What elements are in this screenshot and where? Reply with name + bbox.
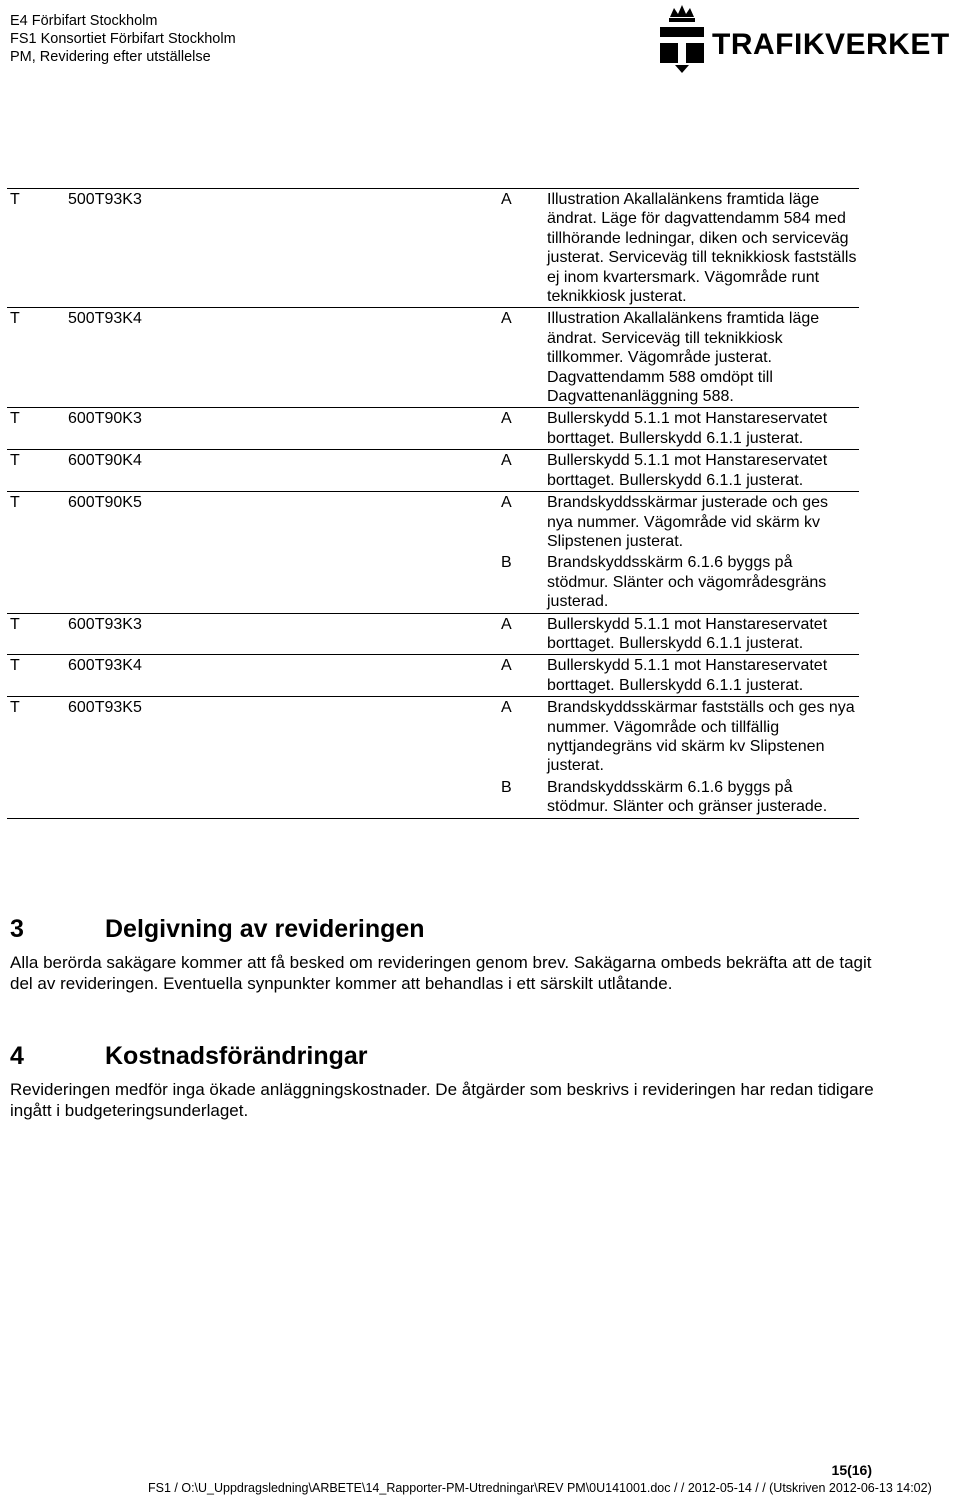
- row-type: T: [10, 191, 20, 208]
- header-consortium: FS1 Konsortiet Förbifart Stockholm: [10, 31, 236, 47]
- document-header: [10, 12, 236, 66]
- revision-entry: [7, 308, 859, 407]
- drawing-id: 500T93K4: [68, 310, 142, 328]
- header-project: E4 Förbifart Stockholm: [10, 13, 158, 29]
- revision-letter: A: [501, 699, 512, 717]
- section-kostnad: [10, 1042, 880, 1121]
- section-heading: [10, 1042, 880, 1071]
- header-doc-title: PM, Revidering efter utställelse: [10, 49, 211, 65]
- row-type: T: [10, 615, 20, 633]
- row-type: T: [10, 310, 20, 328]
- crown-icon: [657, 3, 707, 75]
- section-delgivning: [10, 915, 880, 994]
- revision-description: Brandskyddsskärmar fastställs och ges nya nummer. Vägområde och tillfällig nyttjandegräns vid skärm kv Slipstenen justerat.: [547, 699, 855, 775]
- drawing-id: 600T93K3: [68, 615, 142, 633]
- revision-entry: [7, 408, 859, 449]
- row-type: T: [10, 410, 20, 428]
- drawing-id: 600T93K4: [68, 657, 142, 675]
- row-type: T: [10, 699, 20, 717]
- drawing-id: 500T93K3: [68, 191, 142, 208]
- revision-description: Brandskyddsskärm 6.1.6 byggs på stödmur. Slänter och gränser justerade.: [547, 778, 828, 816]
- revision-letter: A: [501, 410, 512, 428]
- revision-letter: A: [501, 494, 512, 512]
- revision-entry: [7, 492, 859, 552]
- table-row: [7, 696, 859, 817]
- trafikverket-logo: [657, 3, 957, 75]
- revision-letter: A: [501, 615, 512, 633]
- footer-path: FS1 / O:\U_Uppdragsledning\ARBETE\14_Rapporter-PM-Utredningar\REV PM\0U141001.doc / / 2012-05-14 / / (Utskriven 2012-06-13 14:02): [148, 1481, 932, 1495]
- table-row: [7, 407, 859, 449]
- row-type: T: [10, 452, 20, 470]
- row-type: T: [10, 494, 20, 512]
- drawing-id: 600T93K5: [68, 699, 142, 717]
- section-body: Alla berörda sakägare kommer att få besked om revideringen genom brev. Sakägarna ombeds bekräfta att de tagit del av revideringen. Eventuella synpunkter kommer att behandlas i ett särskilt utlåtande.: [10, 953, 872, 993]
- section-number: 4: [10, 1042, 24, 1070]
- revision-letter: B: [501, 554, 512, 572]
- table-row: [7, 491, 859, 612]
- revision-entry: [7, 777, 859, 818]
- section-title: Delgivning av revideringen: [105, 915, 425, 943]
- table-row: [7, 307, 859, 407]
- page-number: 15(16): [831, 1462, 872, 1478]
- logo-wordmark: TRAFIKVERKET: [712, 28, 950, 61]
- drawing-id: 600T90K4: [68, 452, 142, 470]
- table-row: [7, 613, 859, 655]
- revision-entry: [7, 655, 859, 696]
- revision-description: Illustration Akallalänkens framtida läge ändrat. Serviceväg till teknikkiosk tillkommer. Vägområde justerat. Dagvattendamm 588 omdöpt till Dagvattenanläggning 588.: [547, 310, 820, 406]
- revision-entry: [7, 552, 859, 612]
- revision-description: Bullerskydd 5.1.1 mot Hanstareservatet borttaget. Bullerskydd 6.1.1 justerat.: [547, 615, 828, 652]
- revision-entry: [7, 189, 859, 307]
- table-row: [7, 189, 859, 307]
- revision-letter: A: [501, 452, 512, 470]
- revision-letter: A: [501, 191, 512, 208]
- revision-entry: [7, 450, 859, 491]
- revision-letter: A: [501, 657, 512, 675]
- drawing-id: 600T90K3: [68, 410, 142, 428]
- section-body: Revideringen medför inga ökade anläggningskostnader. De åtgärder som beskrivs i revideringen har redan tidigare ingått i budgeteringsunderlaget.: [10, 1080, 874, 1120]
- revision-description: Illustration Akallalänkens framtida läge ändrat. Läge för dagvattendamm 584 med tillhörande ledningar, diken och serviceväg justerat. Serviceväg till teknikkiosk fastställs ej inom kvartersmark. Vägområde runt teknikkiosk justerat.: [547, 191, 857, 306]
- revision-letter: A: [501, 310, 512, 328]
- section-heading: [10, 915, 880, 944]
- revision-table: [7, 188, 859, 819]
- revision-description: Brandskyddsskärmar justerade och ges nya nummer. Vägområde vid skärm kv Slipstenen justerat.: [547, 494, 829, 550]
- revision-description: Bullerskydd 5.1.1 mot Hanstareservatet borttaget. Bullerskydd 6.1.1 justerat.: [547, 452, 828, 489]
- section-title: Kostnadsförändringar: [105, 1042, 368, 1070]
- revision-entry: [7, 614, 859, 655]
- row-type: T: [10, 657, 20, 675]
- revision-description: Bullerskydd 5.1.1 mot Hanstareservatet borttaget. Bullerskydd 6.1.1 justerat.: [547, 410, 828, 447]
- revision-letter: B: [501, 778, 512, 796]
- table-row: [7, 654, 859, 696]
- revision-description: Brandskyddsskärm 6.1.6 byggs på stödmur. Slänter och vägområdesgräns justerad.: [547, 554, 827, 611]
- revision-entry: [7, 697, 859, 777]
- revision-description: Bullerskydd 5.1.1 mot Hanstareservatet borttaget. Bullerskydd 6.1.1 justerat.: [547, 657, 828, 694]
- section-number: 3: [10, 915, 24, 943]
- table-row: [7, 449, 859, 491]
- drawing-id: 600T90K5: [68, 494, 142, 512]
